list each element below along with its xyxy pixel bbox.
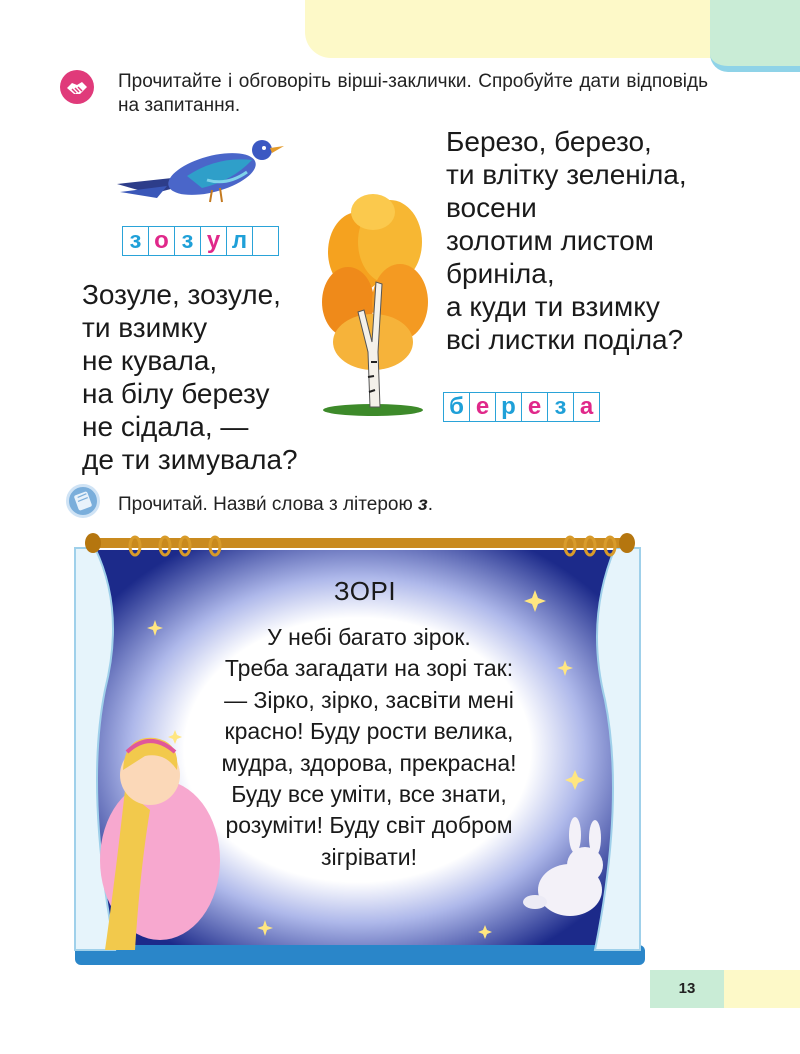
story-line: розуміти! Буду світ добром <box>225 812 513 839</box>
poem-line: на білу березу <box>82 378 270 409</box>
story-line: зігрівати! <box>321 843 417 870</box>
task2-instruction <box>118 493 678 517</box>
poem-line: Зозуле, зозуле, <box>82 279 281 310</box>
poem-line: а куди ти взимку <box>446 291 660 322</box>
letter-cell: б <box>444 393 470 421</box>
poem-line: Березо, березо, <box>446 126 652 157</box>
story-line: У небі багато зірок. <box>267 624 471 650</box>
poem-line: де ти зимувала? <box>82 444 298 475</box>
letter-cell: з <box>123 227 149 255</box>
story-line: Буду все уміти, все знати, <box>231 781 507 808</box>
letter-cell: а <box>579 393 594 420</box>
poem-line: не кувала, <box>82 345 218 376</box>
letter-cell: у <box>201 227 227 255</box>
letter-cell: з <box>175 227 201 255</box>
story-text <box>190 622 548 873</box>
story-line: — Зірко, зірко, засвіти мені <box>224 686 514 713</box>
letter-cell: л <box>227 227 253 255</box>
word-scheme-bereza <box>443 392 600 422</box>
letter-cell: е <box>522 393 548 421</box>
poem-line: восени <box>446 192 537 223</box>
story-line: Треба загадати на зорі так: <box>224 655 514 682</box>
top-decor-accent <box>710 0 800 72</box>
letter-cell: е <box>470 393 496 421</box>
task2-instruction-text: Прочитай. Назви́ слова з літерою <box>118 494 418 515</box>
poem-line: ти взимку <box>82 312 208 343</box>
story-line: красно! Буду рости велика, <box>224 718 514 745</box>
poem-line: всі листки поділа? <box>446 324 684 355</box>
cuckoo-illustration <box>112 136 287 206</box>
poem-cuckoo <box>82 278 298 476</box>
letter-cell: р <box>496 393 522 421</box>
letter-cell: о <box>149 227 175 255</box>
poem-line: золотим листом <box>446 225 654 256</box>
poem-line: не сідала, — <box>82 411 249 442</box>
task2-instruction-end: . <box>427 494 433 515</box>
book-icon <box>66 484 100 518</box>
handshake-icon <box>60 70 94 104</box>
story-line: мудра, здорова, прекрасна! <box>221 749 517 776</box>
letter-cell <box>253 227 278 255</box>
poem-birch <box>446 125 687 356</box>
task2-instruction-letter: з <box>418 494 428 515</box>
poem-line: бриніла, <box>446 258 555 289</box>
story-title: ЗОРІ <box>333 576 397 606</box>
letter-cell: з <box>548 393 574 421</box>
page-number: 13 <box>650 970 724 1008</box>
word-scheme-zozul <box>122 226 279 256</box>
birch-tree-illustration <box>318 192 433 417</box>
poem-line: ти влітку зеленіла, <box>446 159 687 190</box>
task1-instruction: Прочитайте і обговоріть вірші-заклички. Спробуйте дати відповідь на запитання. <box>118 71 708 116</box>
